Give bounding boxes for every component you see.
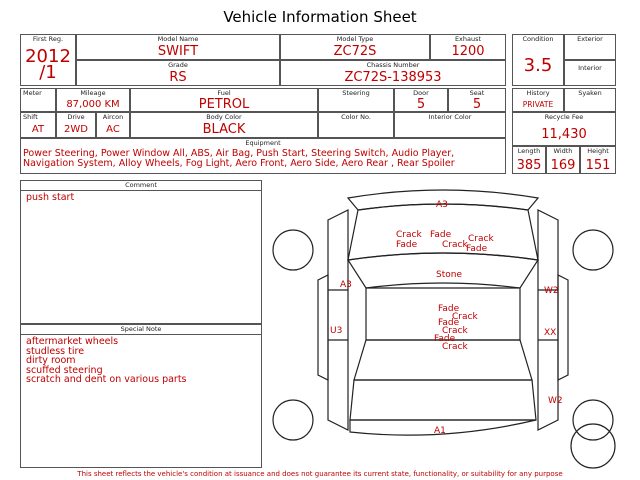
steering-cell — [318, 88, 394, 112]
first-reg-year: 2012 — [25, 46, 71, 67]
shift-value: AT — [31, 124, 45, 135]
special-note-item: studless tire — [26, 345, 85, 357]
rear-hatch — [350, 380, 536, 420]
rear-right-wheel — [573, 400, 613, 440]
grade-label: Grade — [168, 61, 188, 69]
special-note-item: dirty room — [26, 355, 76, 366]
shift-label: Shift — [23, 113, 38, 121]
mark-a1: A1 — [434, 426, 446, 436]
body-color-cell — [130, 112, 318, 138]
aircon-label: Aircon — [102, 113, 124, 121]
height-cell — [580, 146, 616, 174]
interior-label: Interior — [578, 64, 602, 72]
mark-crack-6: Crack — [442, 342, 468, 352]
special-note-item: scratch and dent on various parts — [26, 374, 187, 385]
interior-color-label: Interior Color — [428, 113, 472, 121]
comment-label: Comment — [21, 181, 261, 191]
spare-wheel — [571, 424, 615, 468]
aircon-value: AC — [106, 124, 120, 135]
syaken-label: Syaken — [578, 89, 602, 97]
chassis-label: Chassis Number — [366, 61, 420, 69]
model-name-cell — [76, 34, 280, 60]
body-color-label: Body Color — [206, 113, 242, 121]
special-note-box — [20, 324, 262, 468]
exterior-label: Exterior — [577, 35, 603, 43]
comment-box — [20, 180, 262, 324]
rear-left-wheel — [273, 400, 313, 440]
exhaust-cell — [430, 34, 506, 60]
length-label: Length — [517, 147, 541, 155]
drive-cell — [56, 112, 96, 138]
drive-label: Drive — [67, 113, 85, 121]
aircon-cell — [96, 112, 130, 138]
mileage-cell — [56, 88, 130, 112]
color-no-label: Color No. — [341, 113, 371, 121]
door-label: Door — [413, 89, 429, 97]
fuel-cell — [130, 88, 318, 112]
mark-a3-left: A3 — [340, 280, 352, 290]
mileage-value: 87,000 KM — [66, 99, 120, 110]
left-sill — [318, 275, 328, 380]
special-note-item: scuffed steering — [26, 364, 103, 376]
car-diagram — [268, 180, 638, 470]
recycle-fee-label: Recycle Fee — [544, 113, 584, 121]
length-value: 385 — [516, 158, 542, 173]
equipment-label: Equipment — [245, 139, 281, 147]
meter-label: Meter — [23, 89, 42, 97]
history-cell — [512, 88, 564, 112]
exterior-cell — [564, 34, 616, 60]
special-note-list — [26, 337, 187, 385]
mark-xx: XX — [544, 328, 557, 338]
model-name-label: Model Name — [157, 35, 199, 43]
right-sill — [558, 275, 568, 380]
model-type-cell — [280, 34, 430, 60]
condition-cell — [512, 34, 564, 86]
model-type-value: ZC72S — [333, 44, 377, 59]
seat-label: Seat — [469, 89, 485, 97]
steering-label: Steering — [342, 89, 370, 97]
mark-fade-3: Fade — [466, 244, 488, 254]
history-value: PRIVATE — [522, 100, 554, 109]
meter-cell — [20, 88, 56, 112]
mark-a3-top: A3 — [436, 200, 448, 210]
height-value: 151 — [585, 158, 611, 173]
grade-value: RS — [169, 70, 187, 85]
mark-stone: Stone — [436, 270, 462, 280]
chassis-cell — [280, 60, 506, 86]
special-note-item: aftermarket wheels — [26, 336, 119, 347]
sheet-title: Vehicle Information Sheet — [223, 8, 417, 26]
condition-value: 3.5 — [523, 55, 553, 76]
length-cell — [512, 146, 546, 174]
height-label: Height — [587, 147, 609, 155]
first-reg-label: First Reg. — [32, 35, 64, 43]
body-color-value: BLACK — [202, 122, 246, 137]
mark-crack-2: Crack — [442, 240, 468, 250]
mileage-label: Mileage — [80, 89, 106, 97]
interior-color-cell — [394, 112, 506, 138]
mark-crack-4: Crack — [452, 312, 478, 322]
door-cell — [394, 88, 448, 112]
seat-cell — [448, 88, 506, 112]
comment-text: push start — [26, 192, 75, 203]
grade-cell — [76, 60, 280, 86]
left-side — [328, 210, 348, 430]
mark-fade-6: Fade — [434, 334, 456, 344]
mark-fade-4: Fade — [438, 304, 460, 314]
equipment-cell — [20, 138, 506, 174]
exhaust-value: 1200 — [451, 44, 485, 59]
color-no-cell — [318, 112, 394, 138]
condition-label: Condition — [522, 35, 554, 43]
drive-value: 2WD — [64, 124, 88, 135]
history-label: History — [526, 89, 550, 97]
model-type-label: Model Type — [336, 35, 374, 43]
shift-cell — [20, 112, 56, 138]
equipment-text: Power Steering, Power Window All, ABS, Air Bag, Push Start, Steering Switch, Audio Player, Navigation System, Alloy Wheels, Fog Light, Aero Front, Aero Side, Aero Rear , Rear Spoiler — [23, 148, 455, 169]
mark-fade-2: Fade — [396, 240, 418, 250]
recycle-fee-cell — [512, 112, 616, 146]
front-right-wheel — [573, 230, 613, 270]
special-note-label: Special Note — [21, 325, 261, 335]
mark-fade-5: Fade — [438, 318, 460, 328]
interior-cell — [564, 60, 616, 86]
syaken-cell — [564, 88, 616, 112]
mark-u3: U3 — [330, 326, 343, 336]
fuel-value: PETROL — [198, 97, 250, 112]
width-value: 169 — [550, 158, 576, 173]
model-name-value: SWIFT — [157, 44, 199, 59]
mark-w2-right: W2 — [544, 286, 559, 296]
first-reg-month: /1 — [39, 62, 57, 83]
mark-crack-3: Crack — [468, 234, 494, 244]
mark-crack-5: Crack — [442, 326, 468, 336]
mark-w2-bottom: W2 — [548, 396, 563, 406]
door-value: 5 — [416, 97, 426, 112]
disclaimer-footer: This sheet reflects the vehicle's condition at issuance and does not guarantee its current state, functionality, or suitability for any purpose — [77, 470, 563, 478]
mark-crack-1: Crack — [396, 230, 422, 240]
chassis-value: ZC72S-138953 — [344, 70, 442, 85]
mark-fade-1: Fade — [430, 230, 452, 240]
recycle-fee-value: 11,430 — [541, 127, 587, 142]
fuel-label: Fuel — [217, 89, 231, 97]
seat-value: 5 — [472, 97, 482, 112]
first-reg-cell — [20, 34, 76, 86]
width-cell — [546, 146, 580, 174]
exhaust-label: Exhaust — [454, 35, 482, 43]
front-left-wheel — [273, 230, 313, 270]
width-label: Width — [553, 147, 573, 155]
